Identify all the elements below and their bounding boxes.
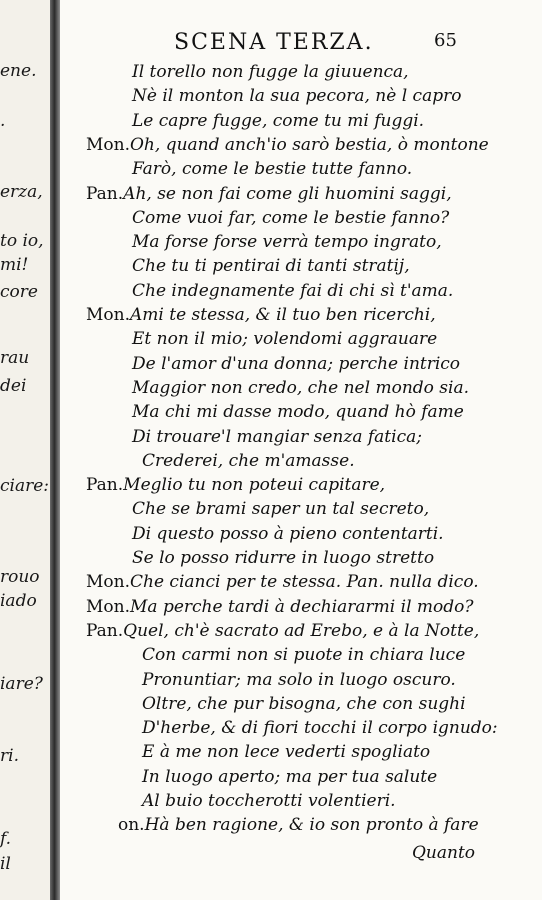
verse-line bbox=[132, 60, 409, 84]
left-page-fragment: core bbox=[0, 282, 38, 302]
verse-text-line: Che cianci per te stessa. Pan. nulla dico. bbox=[130, 572, 479, 593]
verse-line bbox=[86, 570, 479, 594]
verse-line bbox=[142, 449, 355, 473]
verse-text-line: Ami te stessa, & il tuo ben ricerchi, bbox=[130, 305, 436, 325]
catchword: Quanto bbox=[412, 843, 476, 863]
verse-text-line: Di trouare'l mangiar senza fatica; bbox=[132, 426, 422, 447]
left-page-fragment: rau bbox=[0, 348, 30, 368]
verse-text-line: Il torello non fugge la giuuenca, bbox=[132, 62, 409, 82]
verse-line bbox=[132, 327, 437, 351]
verse-text-line: Di questo posso à pieno contentarti. bbox=[132, 523, 444, 544]
verse-line bbox=[132, 109, 424, 133]
verse-text-line: Maggior non credo, che nel mondo sia. bbox=[132, 377, 469, 398]
verse-line bbox=[86, 182, 452, 206]
verse-line bbox=[86, 133, 489, 157]
verse-text-line: Ma chi mi dasse modo, quand hò fame bbox=[132, 402, 464, 423]
verse-text-line: Che tu ti pentirai di tanti stratij, bbox=[132, 256, 410, 277]
verse-text-line: E à me non lece vederti spogliato bbox=[142, 742, 431, 763]
verse-text-line: Et non il mio; volendomi aggrauare bbox=[132, 329, 438, 350]
speaker-label: Mon. bbox=[86, 572, 130, 593]
left-page-fragment: rouo bbox=[0, 567, 40, 587]
verse-text-line: Oltre, che pur bisogna, che con sughi bbox=[142, 693, 466, 714]
left-page-fragment: il bbox=[0, 854, 11, 874]
verse-text-line: Hà ben ragione, & io son pronto à fare bbox=[144, 815, 479, 836]
verse-text-line: Al buio toccherotti volentieri. bbox=[142, 791, 396, 811]
verse-text-line: Meglio tu non poteui capitare, bbox=[123, 475, 386, 496]
verse-text-line: De l'amor d'una donna; perche intrico bbox=[132, 353, 461, 374]
verse-line bbox=[86, 303, 436, 327]
verse-text-line: Ma perche tardi à dechiararmi il modo? bbox=[130, 596, 474, 617]
speaker-label: Pan. bbox=[86, 475, 124, 496]
verse-line bbox=[132, 425, 422, 449]
book-gutter bbox=[50, 0, 60, 900]
left-page-fragment: mi! bbox=[0, 255, 29, 275]
verse-text-line: Come vuoi far, come le bestie fanno? bbox=[132, 207, 450, 228]
verse-text-line: Ah, se non fai come gli huomini saggi, bbox=[123, 183, 452, 204]
verse-line bbox=[132, 157, 412, 181]
verse-text-line: Quel, ch'è sacrato ad Erebo, e à la Notte, bbox=[123, 620, 480, 641]
verse-line bbox=[132, 254, 410, 278]
left-page-fragment: ene. bbox=[0, 61, 37, 81]
left-page-fragment: erza, bbox=[0, 182, 43, 202]
page-number: 65 bbox=[434, 30, 457, 51]
verse-line bbox=[132, 230, 442, 254]
verse-text-line: Le capre fugge, come tu mi fuggi. bbox=[132, 110, 425, 131]
verse-line bbox=[132, 84, 461, 108]
verse-line bbox=[132, 497, 429, 521]
left-page-fragment: iado bbox=[0, 591, 37, 611]
verse-line bbox=[142, 740, 430, 764]
verse-text-line: In luogo aperto; ma per tua salute bbox=[142, 766, 438, 787]
left-page-fragment: f. bbox=[0, 829, 12, 849]
scene-heading: SCENA TERZA. bbox=[174, 30, 374, 55]
left-page-fragment: to io, bbox=[0, 231, 44, 251]
verse-text-line: Nè il monton la sua pecora, nè l capro bbox=[132, 86, 462, 107]
verse-text-line: D'herbe, & di fiori tocchi il corpo ignudo: bbox=[142, 718, 498, 739]
verse-text-line: Crederei, che m'amasse. bbox=[142, 450, 355, 471]
verse-line bbox=[86, 595, 474, 619]
verse-line bbox=[86, 619, 479, 643]
verse-text-line: Farò, come le bestie tutte fanno. bbox=[132, 159, 413, 180]
speaker-label: Pan. bbox=[86, 183, 124, 204]
verse-text-line: Oh, quand anch'io sarò bestia, ò montone bbox=[130, 134, 489, 155]
verse-line bbox=[132, 522, 444, 546]
page bbox=[62, 0, 542, 900]
verse-text-line: Con carmi non si puote in chiara luce bbox=[142, 645, 466, 666]
verse-line bbox=[132, 400, 464, 424]
verse-text-line: Se lo posso ridurre in luogo stretto bbox=[132, 548, 435, 568]
verse-text-line: Ma forse forse verrà tempo ingrato, bbox=[132, 232, 442, 253]
verse-line bbox=[142, 716, 498, 740]
verse-line bbox=[142, 789, 396, 813]
verse-line bbox=[132, 206, 449, 230]
verse-line bbox=[86, 473, 385, 497]
verse-line bbox=[132, 376, 469, 400]
speaker-label: Pan. bbox=[86, 620, 124, 641]
verse-line bbox=[132, 352, 460, 376]
left-page-fragment: ciare: bbox=[0, 476, 50, 496]
speaker-label: Mon. bbox=[86, 305, 130, 325]
verse-line bbox=[142, 668, 456, 692]
verse-line bbox=[118, 813, 479, 837]
verse-line bbox=[132, 279, 453, 303]
verse-line bbox=[142, 643, 465, 667]
previous-page-edge bbox=[0, 0, 56, 900]
verse-line bbox=[142, 692, 466, 716]
verse-text-line: Che se brami saper un tal secreto, bbox=[132, 499, 430, 520]
verse-text-line: Che indegnamente fai di chi sì t'ama. bbox=[132, 280, 454, 301]
speaker-label: Mon. bbox=[86, 134, 130, 155]
verse-text-line: Pronuntiar; ma solo in luogo oscuro. bbox=[142, 669, 456, 690]
speaker-label: Mon. bbox=[86, 596, 130, 617]
verse-line bbox=[142, 765, 437, 789]
speaker-label: on. bbox=[118, 815, 145, 836]
left-page-fragment: . bbox=[0, 111, 6, 131]
left-page-fragment: ri. bbox=[0, 746, 19, 766]
left-page-fragment: iare? bbox=[0, 674, 43, 694]
left-page-fragment: dei bbox=[0, 376, 27, 396]
verse-line bbox=[132, 546, 434, 570]
